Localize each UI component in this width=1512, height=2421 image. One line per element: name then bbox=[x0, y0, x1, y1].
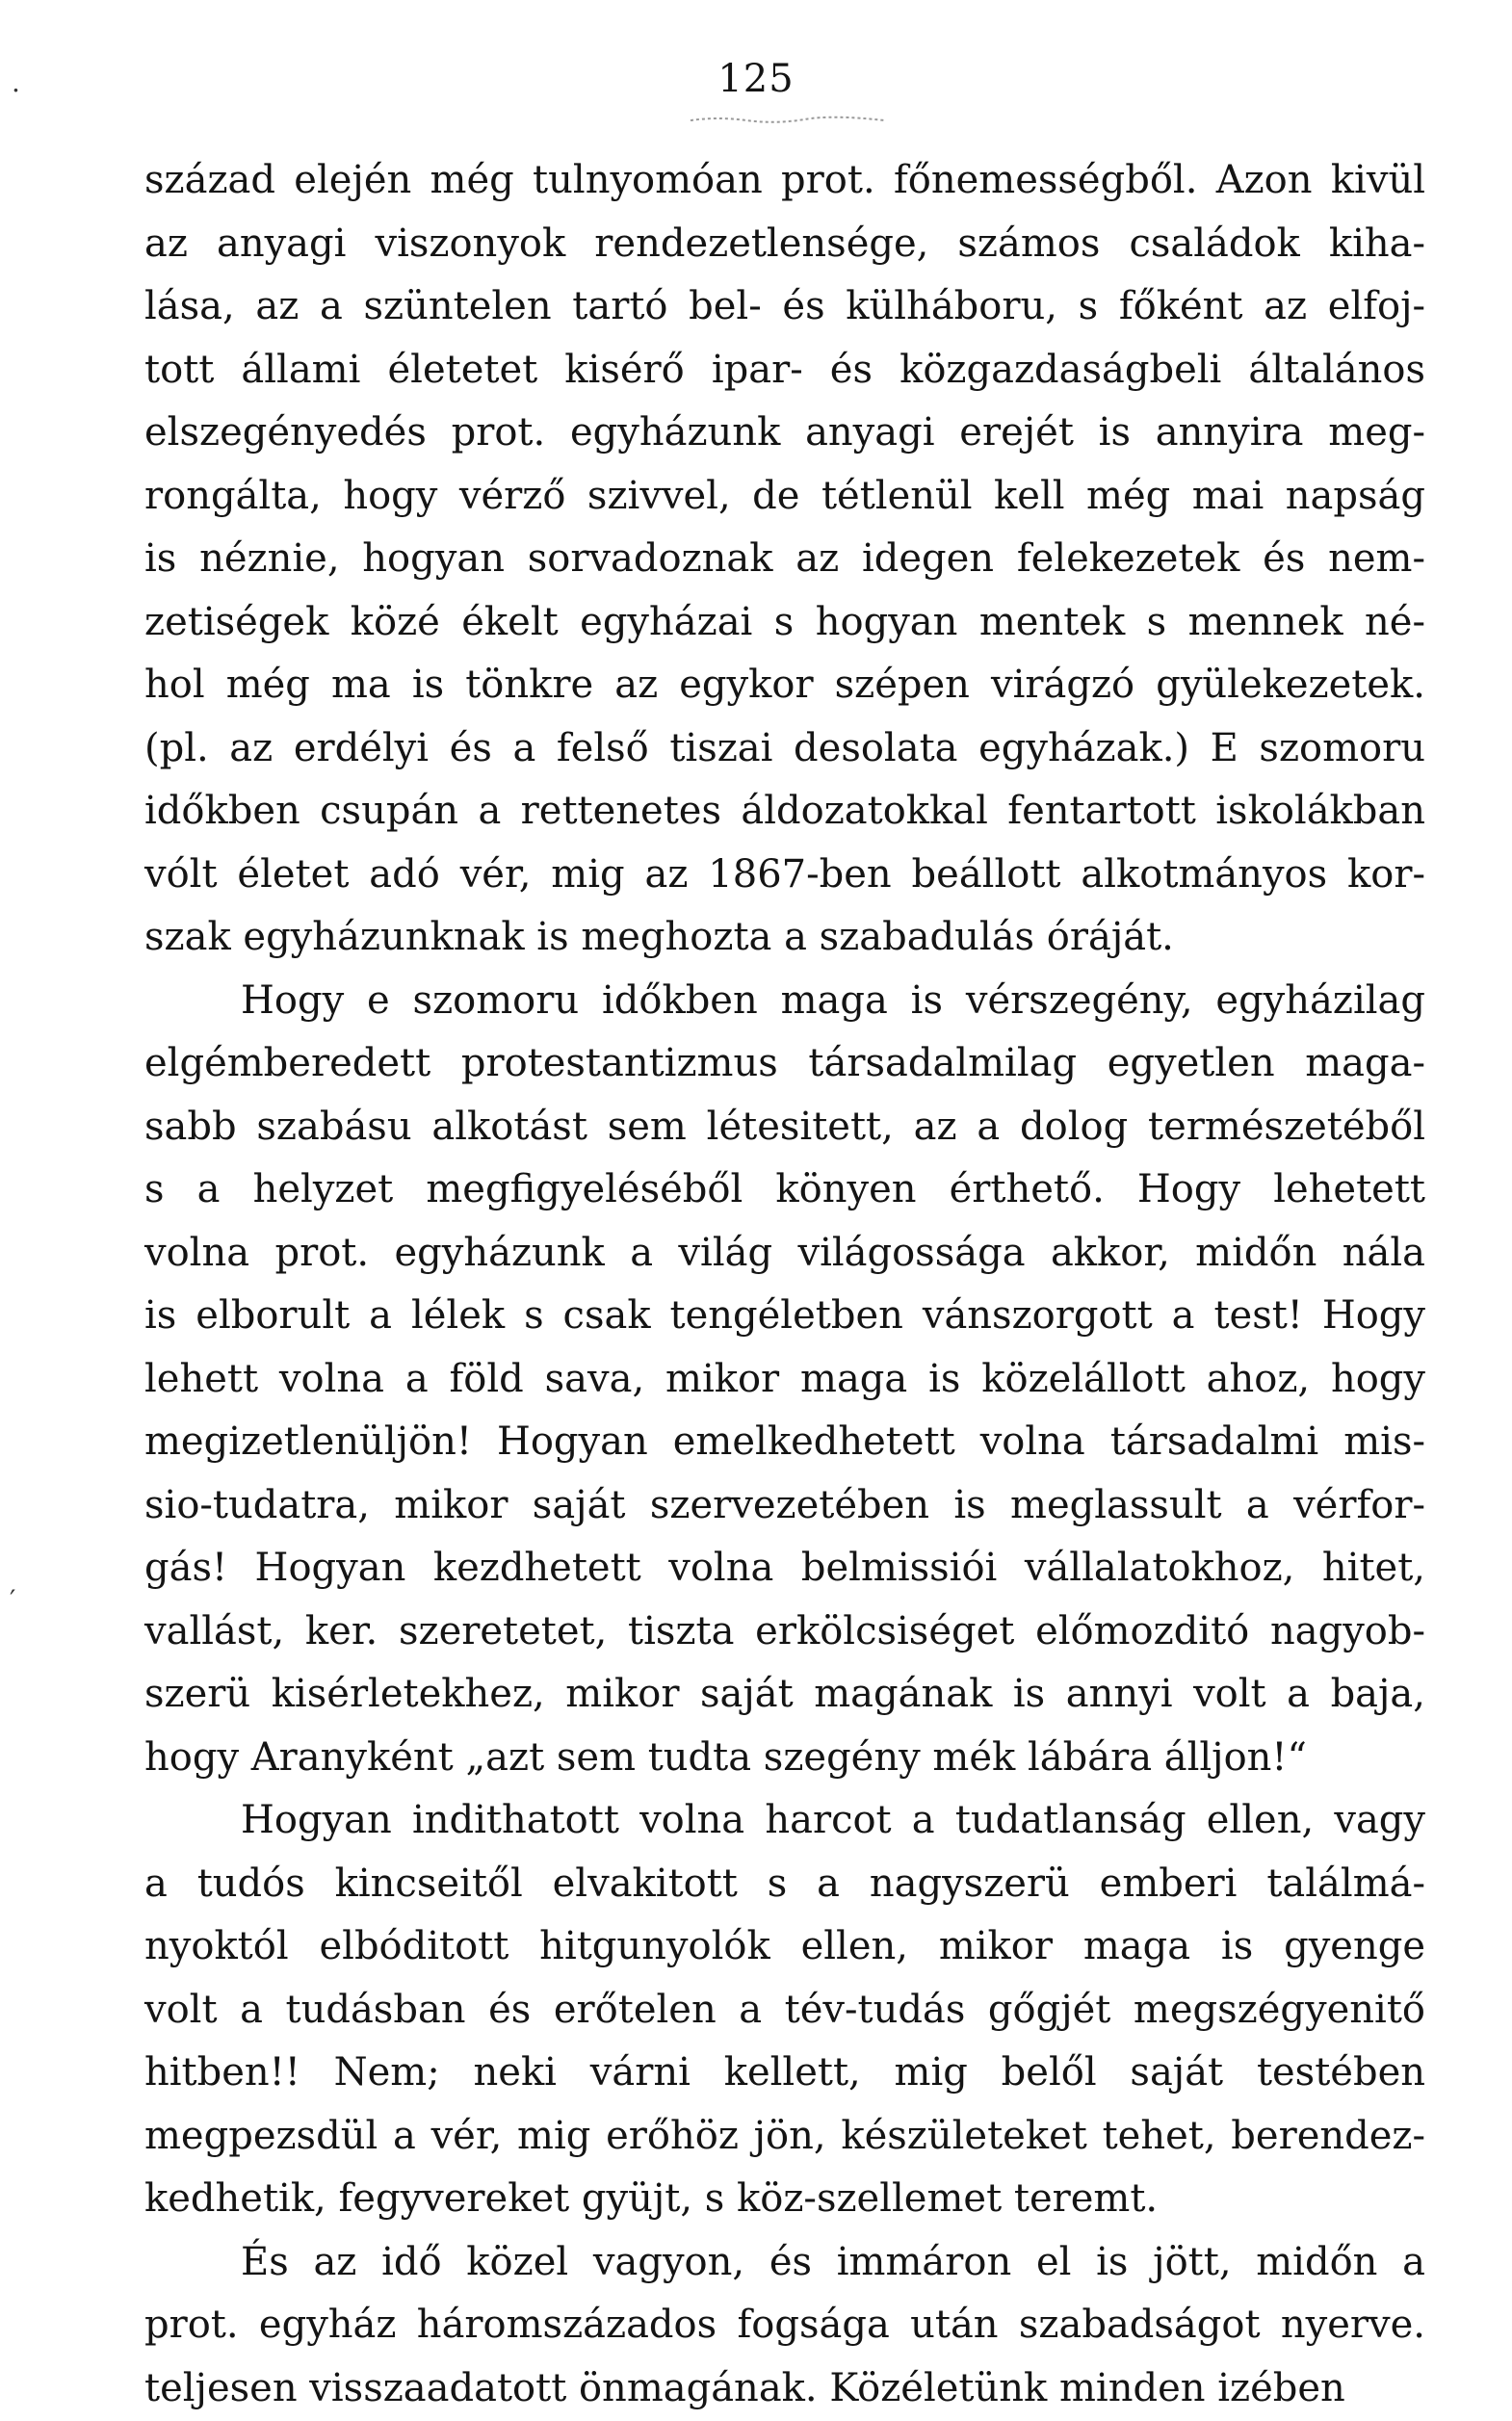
text-line: teljesen visszaadatott önmagának. Közéletünk minden izében bbox=[144, 2365, 1345, 2410]
text-line: az anyagi viszonyok rendezetlensége, számos családok kiha- bbox=[144, 221, 1425, 266]
text-line: lehett volna a föld sava, mikor maga is közelállott ahoz, hogy bbox=[144, 1356, 1425, 1401]
text-line: sio-tudatra, mikor saját szervezetében is meglassult a vérfor- bbox=[144, 1482, 1425, 1527]
text-line: szak egyházunknak is meghozta a szabadulás óráját. bbox=[144, 915, 1174, 959]
text-line: rongálta, hogy vérző szivvel, de tétlenül kell még mai napság bbox=[144, 473, 1425, 518]
text-line: nyoktól elbóditott hitgunyolók ellen, mikor maga is gyenge bbox=[144, 1924, 1425, 1968]
text-line: Hogyan indithatott volna harcot a tudatlanság ellen, vagy bbox=[241, 1798, 1425, 1842]
text-line: vallást, ker. szeretetet, tiszta erkölcsiséget előmozditó nagyob- bbox=[144, 1608, 1425, 1653]
text-line: szerü kisérletekhez, mikor saját magának is annyi volt a baja, bbox=[144, 1672, 1425, 1716]
text-line: hol még ma is tönkre az egykor szépen virágzó gyülekezetek. bbox=[144, 663, 1425, 707]
text-line: hitben!! Nem; neki várni kellett, mig belől saját testében bbox=[144, 2050, 1425, 2095]
text-line: prot. egyház háromszázados fogsága után szabadságot nyerve. bbox=[144, 2303, 1425, 2347]
text-line: sabb szabásu alkotást sem létesitett, az a dolog természetéből bbox=[144, 1104, 1425, 1149]
text-line: lása, az a szüntelen tartó bel- és külháboru, s főként az elfoj- bbox=[144, 284, 1425, 328]
text-line: tott állami életetet kisérő ipar- és közgazdaságbeli általános bbox=[144, 347, 1425, 392]
text-body bbox=[144, 149, 1425, 2420]
text-line: megpezsdül a vér, mig erőhöz jön, készületeket tehet, berendez- bbox=[144, 2113, 1425, 2158]
page-number: 125 bbox=[717, 57, 795, 101]
text-line: hogy Aranyként „azt sem tudta szegény mék lábára álljon!“ bbox=[144, 1734, 1307, 1780]
text-line: És az idő közel vagyon, és immáron el is jött, midőn a bbox=[241, 2239, 1425, 2284]
text-line: elszegényedés prot. egyházunk anyagi erejét is annyira meg- bbox=[144, 410, 1425, 455]
text-line: s a helyzet megfigyeléséből könyen érthető. Hogy lehetett bbox=[144, 1167, 1425, 1211]
margin-mark-left: ′ bbox=[10, 1584, 16, 1616]
text-line: is néznie, hogyan sorvadoznak az idegen felekezetek és nem- bbox=[144, 536, 1425, 581]
page-number-rule bbox=[689, 114, 886, 125]
text-line: zetiségek közé ékelt egyházai s hogyan mentek s mennek né- bbox=[144, 599, 1425, 644]
text-line: megizetlenüljön! Hogyan emelkedhetett volna társadalmi mis- bbox=[144, 1419, 1425, 1464]
text-line: gás! Hogyan kezdhetett volna belmissiói vállalatokhoz, hitet, bbox=[144, 1546, 1425, 1590]
margin-mark-top: . bbox=[12, 66, 20, 98]
text-line: (pl. az erdélyi és a felső tiszai desolata egyházak.) E szomoru bbox=[144, 725, 1425, 770]
text-line: időkben csupán a rettenetes áldozatokkal fentartott iskolákban bbox=[144, 789, 1425, 833]
text-line: a tudós kincseitől elvakitott s a nagyszerü emberi találmá- bbox=[144, 1861, 1425, 1906]
text-line: elgémberedett protestantizmus társadalmilag egyetlen maga- bbox=[144, 1041, 1425, 1085]
text-line: is elborult a lélek s csak tengéletben vánszorgott a test! Hogy bbox=[144, 1293, 1425, 1338]
text-line: Hogy e szomoru időkben maga is vérszegény, egyházilag bbox=[241, 977, 1425, 1023]
text-line: század elején még tulnyomóan prot. főnemességből. Azon kivül bbox=[144, 158, 1425, 202]
text-line: vólt életet adó vér, mig az 1867-ben beállott alkotmányos kor- bbox=[144, 851, 1425, 897]
text-line: volt a tudásban és erőtelen a tév-tudás gőgjét megszégyenitő bbox=[144, 1987, 1425, 2032]
text-line: volna prot. egyházunk a világ világossága akkor, midőn nála bbox=[144, 1230, 1425, 1275]
text-line: kedhetik, fegyvereket gyüjt, s köz-szellemet teremt. bbox=[144, 2176, 1159, 2221]
